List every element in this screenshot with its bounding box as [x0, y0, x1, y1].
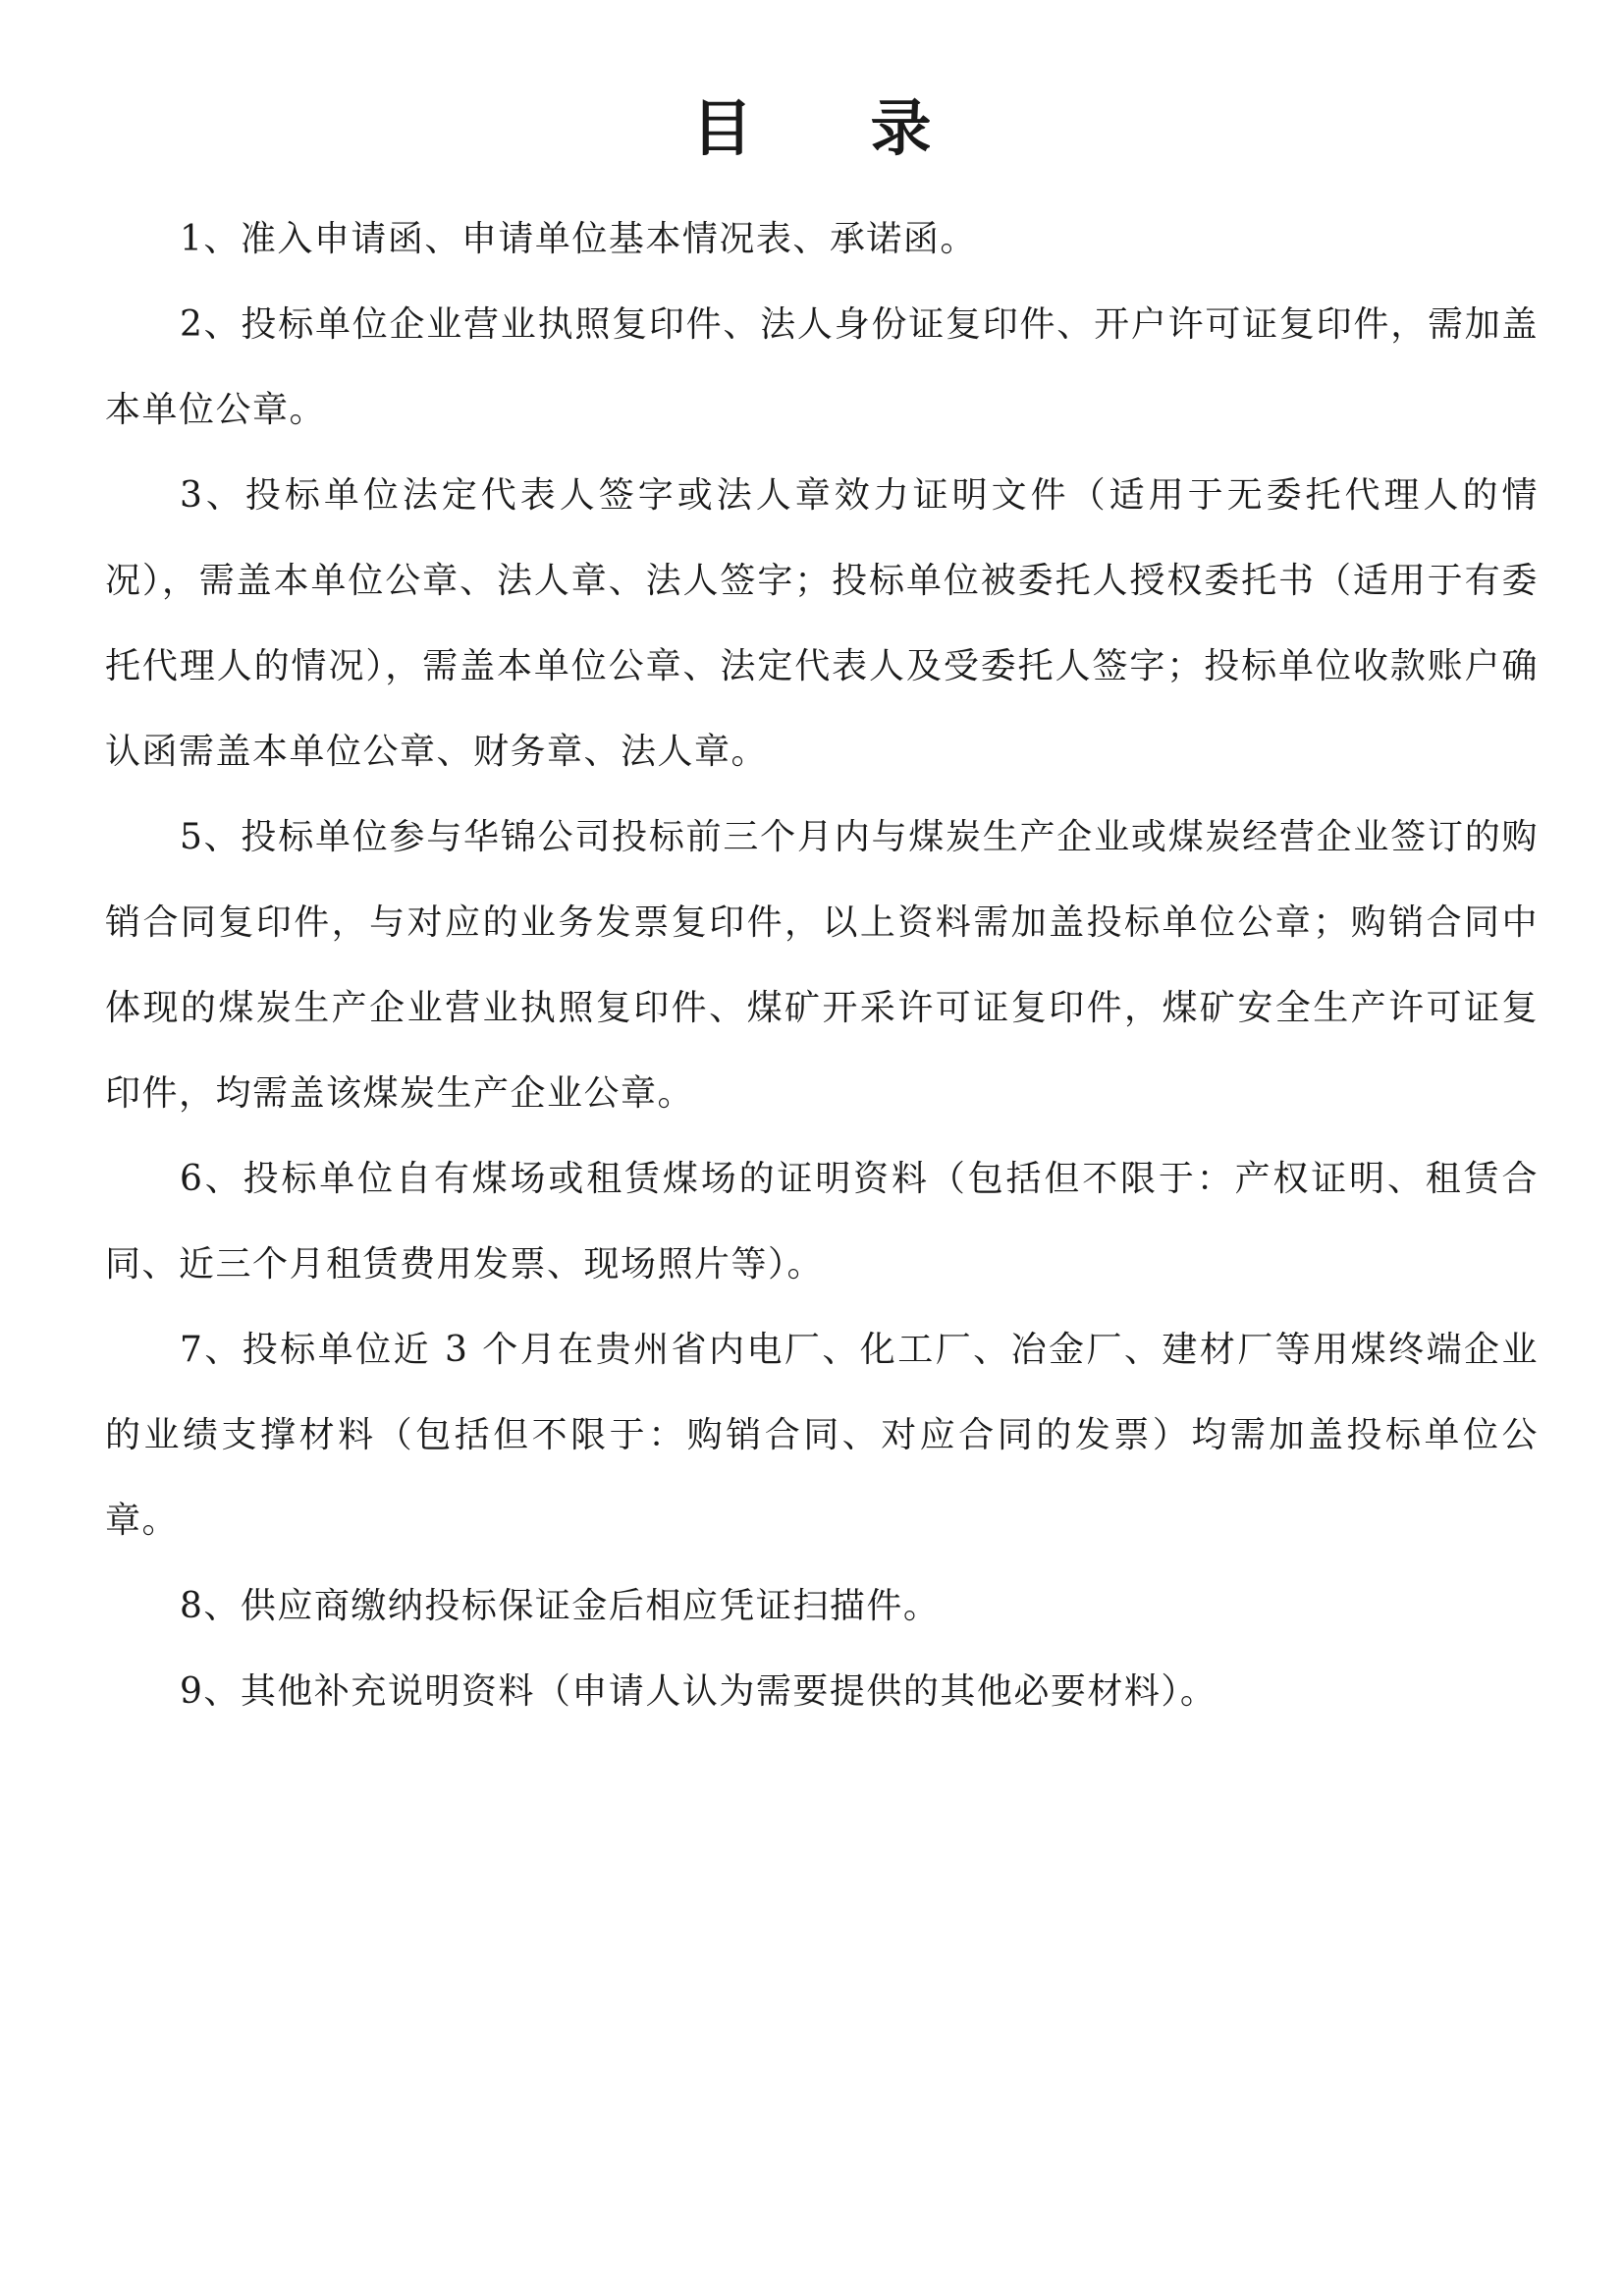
page-title-left: 目: [691, 92, 753, 164]
contents-item-9: 9、其他补充说明资料（申请人认为需要提供的其他必要材料）。: [180, 1671, 1217, 1712]
contents-item-6: 6、投标单位自有煤场或租赁煤场的证明资料（包括但不限于：产权证明、租赁合同、近三个月租赁费用发票、现场照片等）。: [105, 1159, 1539, 1285]
contents-item-5: 5、投标单位参与华锦公司投标前三个月内与煤炭生产企业或煤炭经营企业签订的购销合同复印件，与对应的业务发票复印件，以上资料需加盖投标单位公章；购销合同中体现的煤炭生产企业营业执照复印件、煤矿开采许可证复印件，煤矿安全生产许可证复印件，均需盖该煤炭生产企业公章。: [105, 817, 1539, 1114]
contents-item-2: 2、投标单位企业营业执照复印件、法人身份证复印件、开户许可证复印件，需加盖本单位公章。: [105, 304, 1539, 430]
contents-item-8: 8、供应商缴纳投标保证金后相应凭证扫描件。: [180, 1586, 941, 1626]
contents-list: [105, 196, 1539, 1734]
contents-item-3: 3、投标单位法定代表人签字或法人章效力证明文件（适用于无委托代理人的情况），需盖本单位公章、法人章、法人签字；投标单位被委托人授权委托书（适用于有委托代理人的情况），需盖本单位公章、法定代表人及受委托人签字；投标单位收款账户确认函需盖本单位公章、财务章、法人章。: [105, 475, 1539, 772]
page-title-right: 录: [870, 92, 932, 164]
contents-item-1: 1、准入申请函、申请单位基本情况表、承诺函。: [180, 219, 977, 259]
contents-item-7: 7、投标单位近 3 个月在贵州省内电厂、化工厂、冶金厂、建材厂等用煤终端企业的业绩支撑材料（包括但不限于：购销合同、对应合同的发票）均需加盖投标单位公章。: [105, 1330, 1539, 1541]
page-title: [0, 92, 1623, 164]
